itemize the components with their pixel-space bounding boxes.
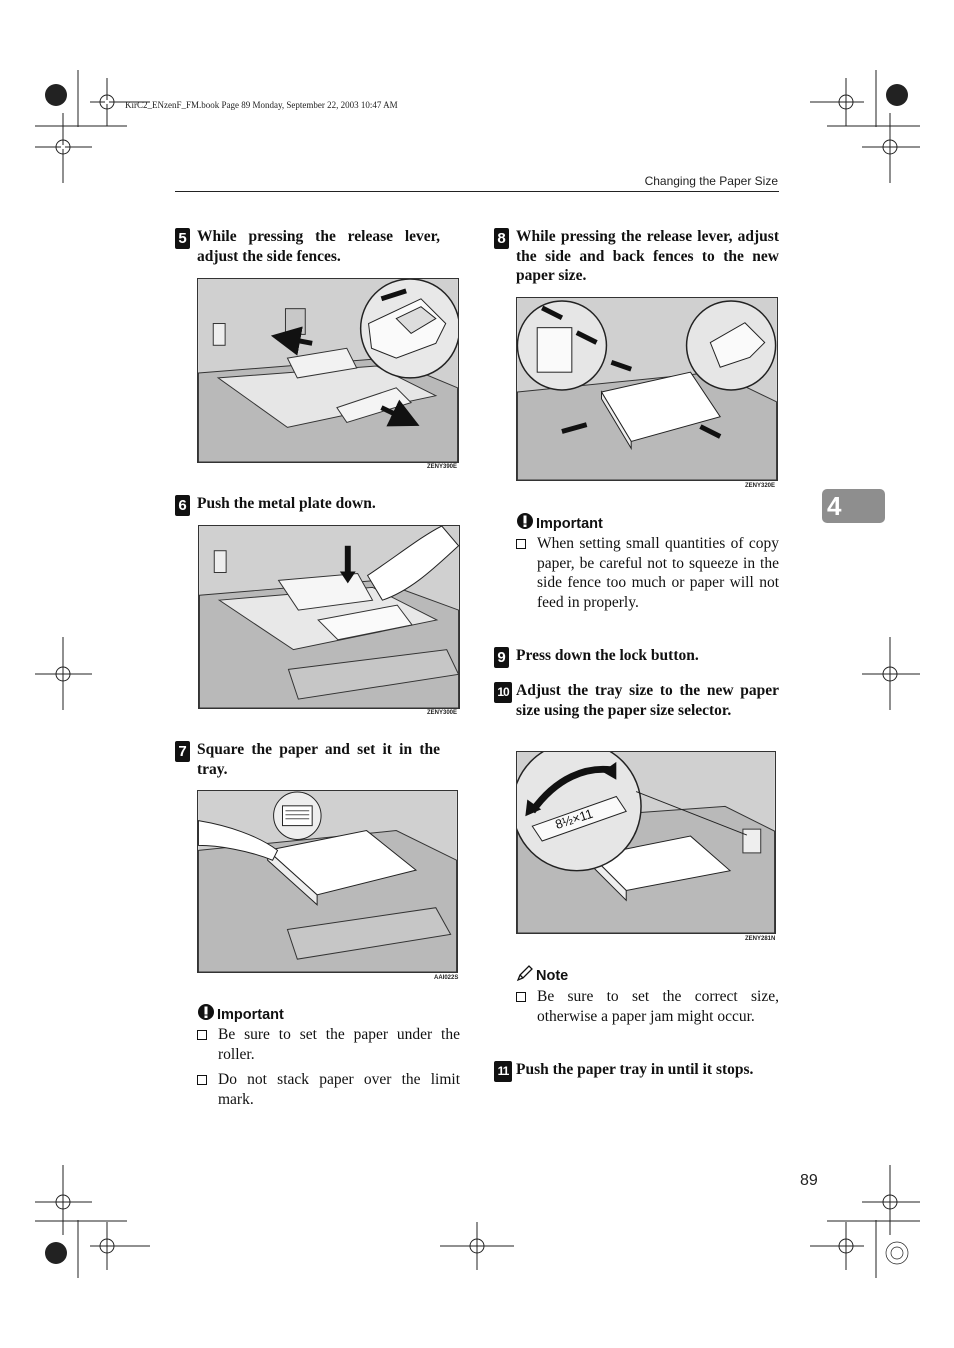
note-item [516, 987, 779, 1026]
important-icon [516, 512, 534, 530]
important-item [197, 1070, 460, 1109]
section-title: Changing the Paper Size [644, 174, 778, 188]
tray-illustration [198, 791, 457, 972]
tray-illustration [517, 752, 775, 933]
page-number: 89 [800, 1172, 818, 1189]
figure-code: ZENY300E [427, 710, 458, 716]
step-number: 10 [494, 682, 512, 703]
bullet-text: Be sure to set the paper under the roller. [218, 1026, 460, 1063]
figure-push-metal-plate [198, 525, 460, 709]
bullet-text: Do not stack paper over the limit mark. [218, 1071, 460, 1108]
tray-illustration [199, 526, 459, 708]
tray-illustration [198, 279, 458, 462]
important-heading [197, 1003, 284, 1023]
step-11 [494, 1060, 779, 1080]
step-number: 5 [175, 228, 190, 249]
step-text: While pressing the release lever, adjust the side and back fences to the new paper size. [516, 228, 779, 284]
step-number: 9 [494, 647, 509, 668]
bullet-box [197, 1075, 207, 1085]
tray-illustration [517, 298, 777, 480]
important-title: Important [536, 516, 603, 532]
step-9 [494, 646, 779, 666]
step-10 [494, 681, 779, 720]
step-number: 11 [494, 1061, 512, 1082]
step-7 [175, 740, 440, 779]
figure-adjust-side-fences [197, 278, 459, 463]
step-text: Press down the lock button. [516, 647, 699, 664]
important-item [516, 534, 779, 612]
step-text: Adjust the tray size to the new paper size using the paper size selector. [516, 682, 779, 719]
note-title: Note [536, 968, 569, 984]
selector-label: 8½×11 [553, 805, 595, 833]
bullet-box [197, 1030, 207, 1040]
figure-code: ZENY320E [745, 483, 776, 489]
step-8 [494, 227, 779, 286]
bullet-box [516, 992, 526, 1002]
step-number: 6 [175, 495, 190, 516]
header-rule [175, 191, 779, 192]
step-6 [175, 494, 440, 514]
pencil-icon [516, 964, 534, 982]
bullet-text: Be sure to set the correct size, otherwise a paper jam might occur. [537, 988, 779, 1025]
step-number: 7 [175, 741, 190, 762]
figure-paper-size-selector [516, 751, 776, 934]
bullet-box [516, 539, 526, 549]
figure-code: AAI022S [434, 975, 459, 981]
figure-adjust-side-back-fences [516, 297, 778, 481]
note-heading [516, 964, 568, 984]
step-text: While pressing the release lever, adjust the side fences. [197, 228, 440, 265]
step-text: Push the metal plate down. [197, 495, 376, 512]
important-title: Important [217, 1007, 284, 1023]
important-icon [197, 1003, 215, 1021]
step-text: Push the paper tray in until it stops. [516, 1061, 754, 1078]
figure-code: ZENY281N [745, 936, 776, 942]
important-item [197, 1025, 460, 1064]
step-5 [175, 227, 440, 266]
step-number: 8 [494, 228, 509, 249]
figure-code: ZENY390E [427, 464, 458, 470]
print-info: KirC2_ENzenF_FM.book Page 89 Monday, September 22, 2003 10:47 AM [125, 100, 398, 110]
step-text: Square the paper and set it in the tray. [197, 741, 440, 778]
figure-set-paper [197, 790, 458, 973]
chapter-tab: 4 [822, 489, 885, 523]
bullet-text: When setting small quantities of copy paper, be careful not to squeeze in the side fence too much or paper will not feed in properly. [537, 535, 779, 611]
important-heading [516, 512, 603, 532]
